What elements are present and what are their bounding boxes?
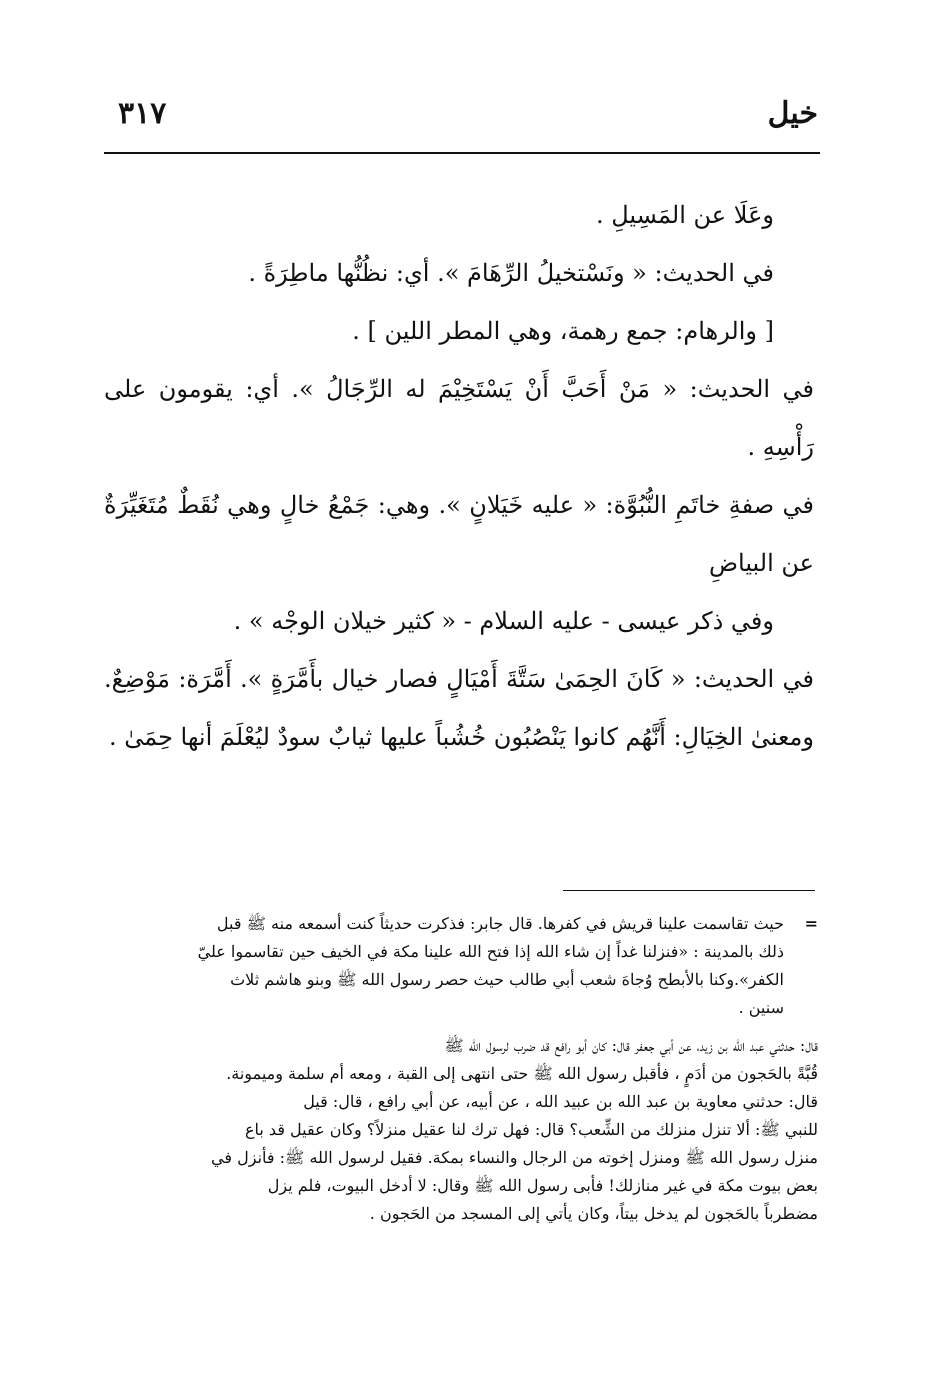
paragraph: وفي ذكر عيسى - عليه السلام - « كثير خيلان الوجْه » . <box>233 607 774 635</box>
page-header <box>118 92 818 142</box>
footnote-block <box>118 1032 818 1228</box>
footnote-line: للنبي ﷺ: ألا تنزل منزلك من الشِّعب؟ قال: فهل ترك لنا عقيل منزلاً؟ وكان عقيل قد باع <box>244 1120 818 1139</box>
paragraph: في الحديث: « مَنْ أَحَبَّ أَنْ يَسْتَخِيْمَ له الرِّجَالُ ». أي: يقومون على رَأْسِهِ . <box>104 375 814 461</box>
footnote-rule <box>563 890 815 891</box>
footnote-line: الكفر».وكنا بالأبطح وُجاهَ شعب أبي طالب حيث حصر رسول الله ﷺ وبنو هاشم ثلاث <box>230 970 784 989</box>
running-title: خيل <box>767 96 818 131</box>
footnote-line: قال: حدثني معاوية بن عبد الله بن عبيد الله ، عن أبيه، عن أبي رافع ، قال: قيل <box>303 1092 818 1111</box>
footnote-line: قُبَّةً بالحَجون من أدَمٍ ، فأقبل رسول الله ﷺ حتى انتهى إلى القبة ، ومعه أم سلمة وميمونة. <box>226 1064 818 1083</box>
footnote-line: حيث تقاسمت علينا قريش في كفرها. قال جابر: فذكرت حديثاً كنت أسمعه منه ﷺ قبل <box>216 914 784 933</box>
continuation-mark: = <box>804 914 818 933</box>
footnote-continuation <box>118 910 818 1022</box>
footnote-line: ذلك بالمدينة : «فنزلنا غداً إن شاء الله إذا فتح الله علينا مكة في الخيف حين تقاسموا عليّ <box>197 942 784 961</box>
paragraph: في الحديث: « ونَسْتخيلُ الرِّهَامَ ». أي: نظُنُّها ماطِرَةً . <box>248 259 774 287</box>
main-text <box>104 186 814 766</box>
paragraph: في صفةِ خاتَمِ النُّبُوَّة: « عليه خَيَلانٍ ». وهي: جَمْعُ خالٍ وهي نُقَطٌ مُتَغَيِّرَةٌ عن البياضِ <box>104 491 814 577</box>
paragraph: [ والرهام: جمع رهمة، وهي المطر اللين ] . <box>352 317 774 345</box>
footnote-line: بعض بيوت مكة في غير منازلك! فأبى رسول الله ﷺ وقال: لا أدخل البيوت، فلم يزل <box>267 1176 818 1195</box>
footnote-line: مضطرباً بالحَجون لم يدخل بيتاً، وكان يأتي إلى المسجد من الحَجون . <box>369 1204 818 1223</box>
header-rule <box>104 152 820 154</box>
footnote-line: سنين . <box>738 998 784 1017</box>
footnotes <box>118 910 818 1238</box>
page-number: ٣١٧ <box>118 96 167 131</box>
footnote-line: منزل رسول الله ﷺ ومنزل إخوته من الرجال والنساء بمكة. فقيل لرسول الله ﷺ: فأنزل في <box>211 1148 818 1167</box>
paragraph: في الحديث: « كَانَ الحِمَىٰ سَتَّةَ أَمْيَالٍ فصار خيال بأَمَّرَةٍ ». أَمَّرَة: مَوْضِعٌ. ومعنىٰ الخِيَالِ: أَنَّهُم كانوا يَنْصُبُون خُشُباً عليها ثيابٌ سودٌ ليُعْلَمَ أنها حِمَىٰ . <box>104 665 814 751</box>
paragraph: وعَلَا عن المَسِيلِ . <box>595 201 774 229</box>
footnote-line: قال: حدثني عبد الله بن زيد، عن أبي جعفر قال: كان أبو رافع قد ضرب لرسول الله ﷺ <box>444 1036 818 1055</box>
